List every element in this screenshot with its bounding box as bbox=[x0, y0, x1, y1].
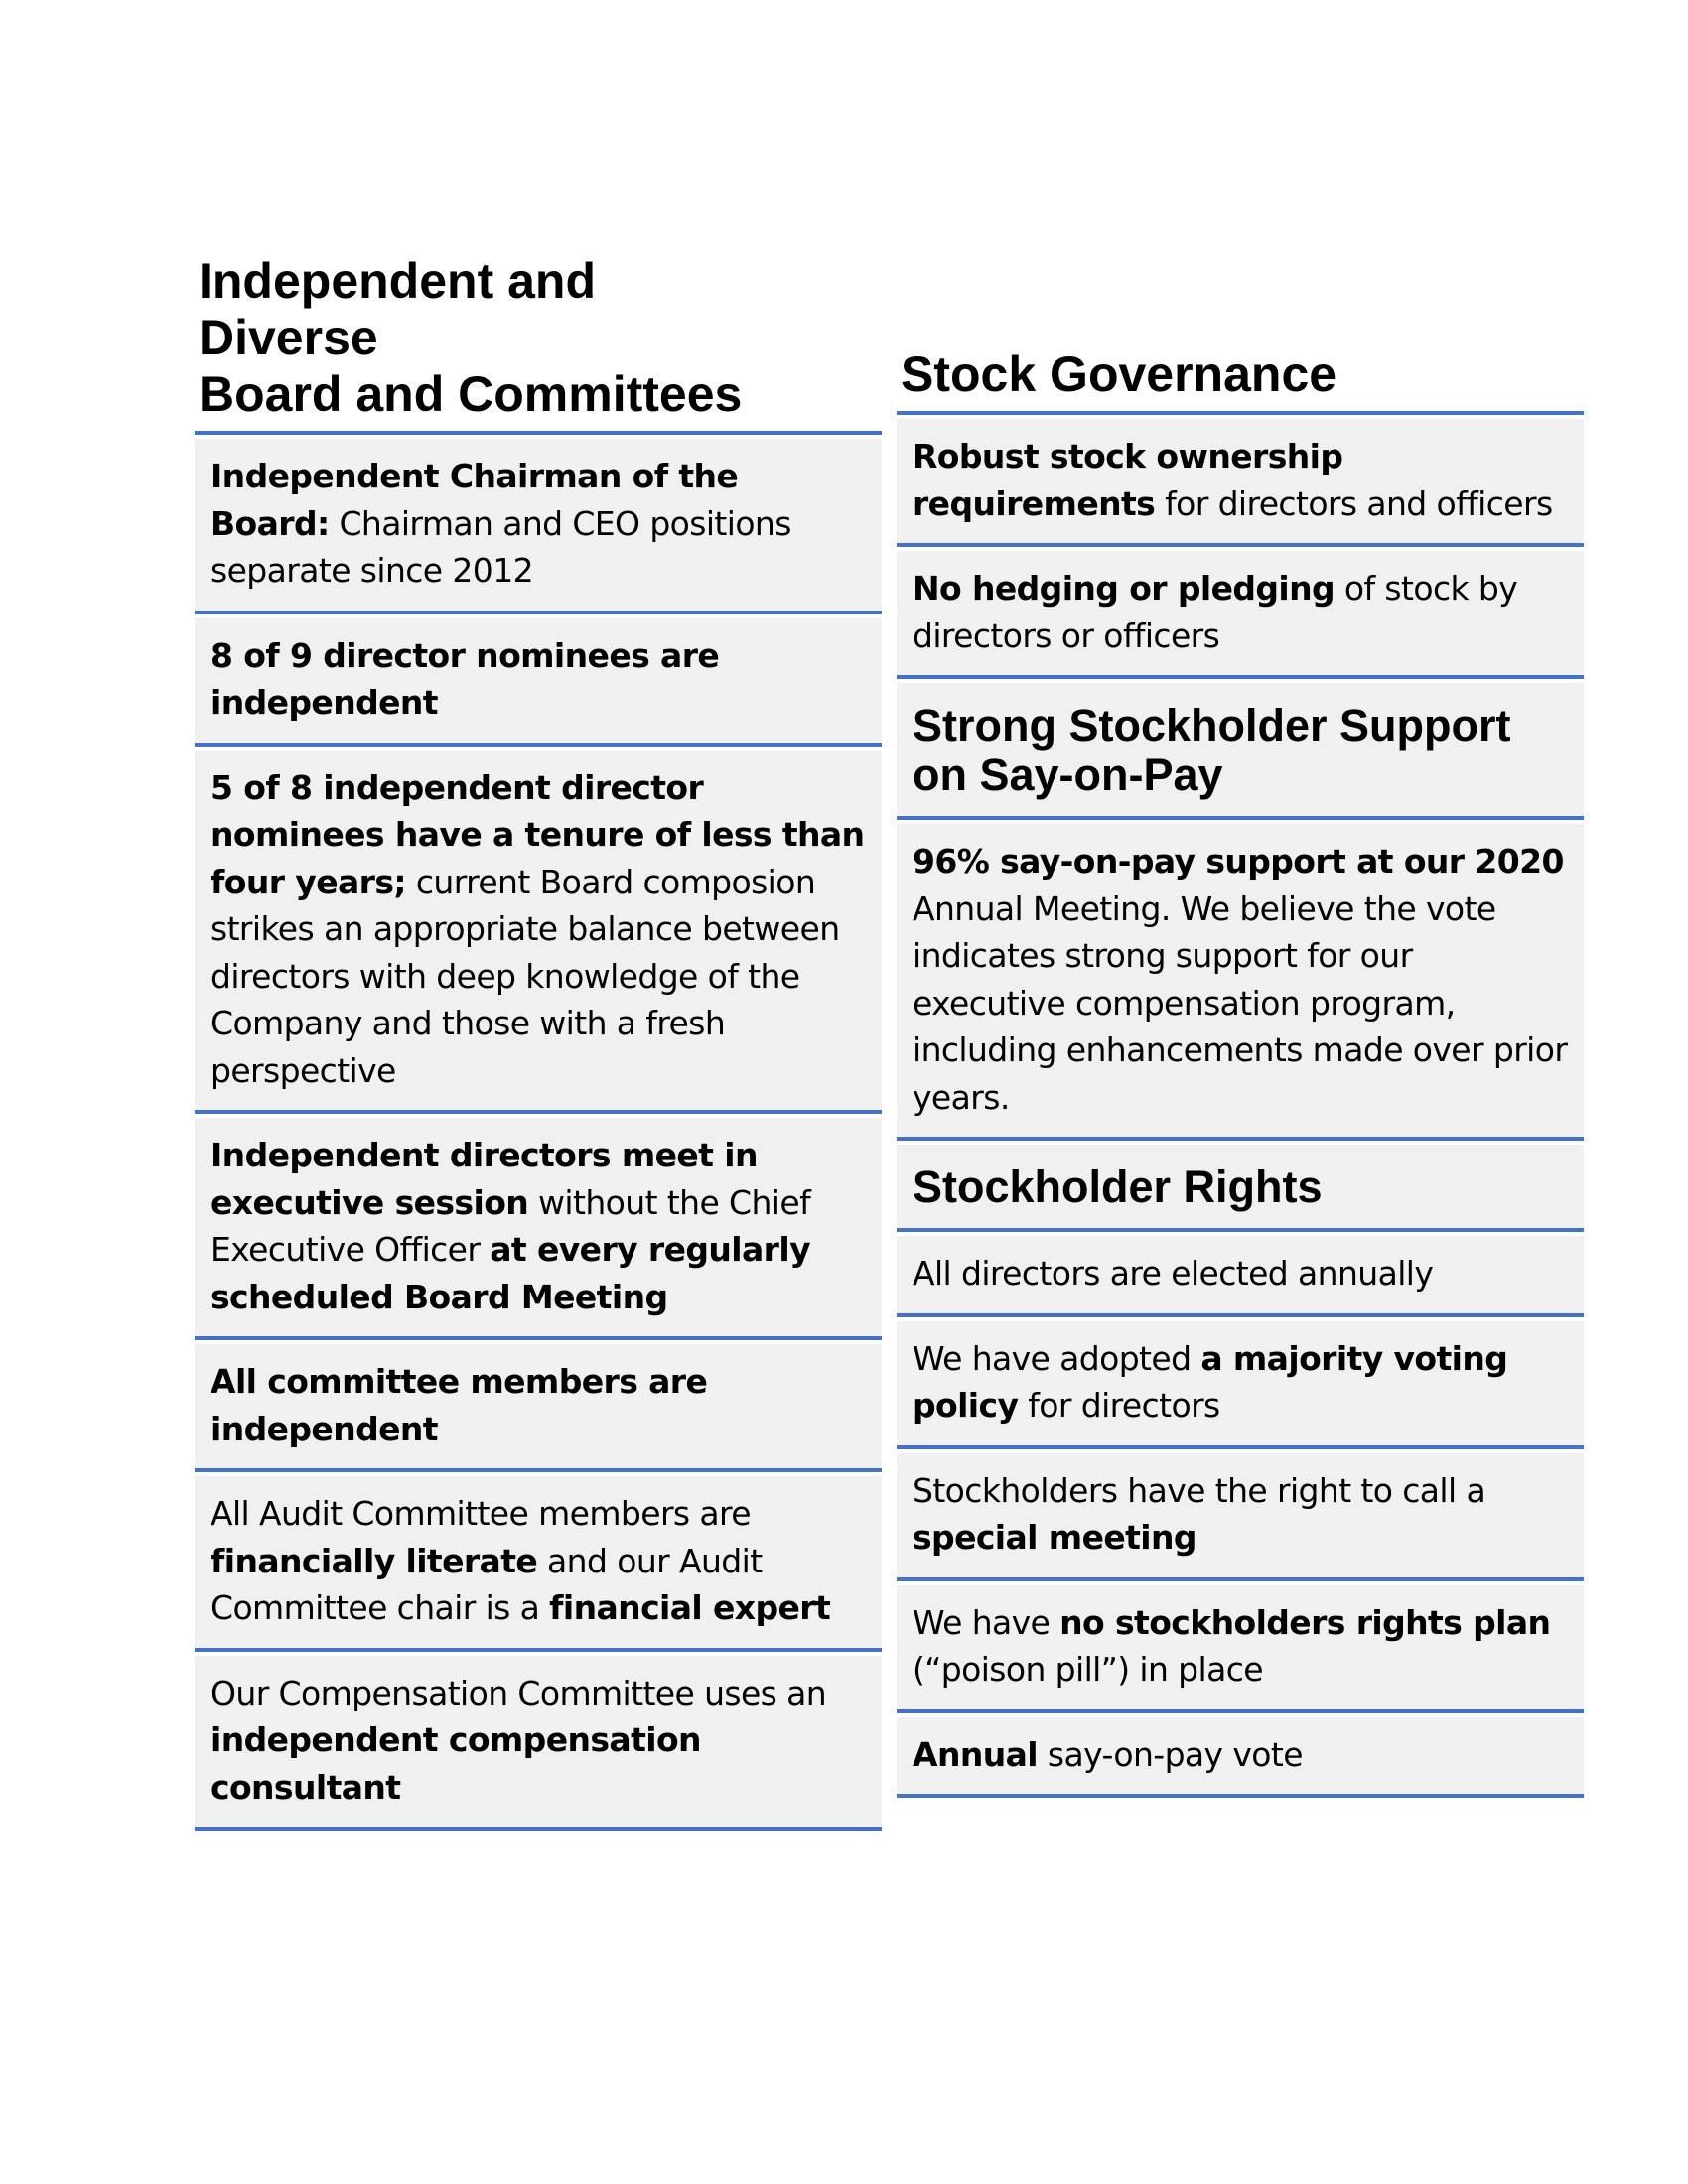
row-bold: 96% say-on-pay support at our 2020 bbox=[913, 842, 1564, 881]
table-row bbox=[195, 751, 882, 1115]
table-row bbox=[195, 1344, 882, 1472]
row-bold: Annual bbox=[913, 1734, 1038, 1774]
table-row bbox=[195, 1656, 882, 1832]
row-text: All Audit Committee members are bbox=[211, 1494, 751, 1533]
row-text: Chairman and CEO positions separate since 2012 bbox=[211, 503, 791, 590]
say-on-pay-heading: Strong Stockholder Support on Say-on-Pay bbox=[897, 683, 1584, 820]
row-text: We have bbox=[913, 1602, 1060, 1642]
row-text: Annual Meeting. We believe the vote indicates strong support for our executive compensation program, including enhancements made over prior years. bbox=[913, 888, 1568, 1117]
row-bold: All committee members are independent bbox=[211, 1362, 708, 1448]
row-text: (“poison pill”) in place bbox=[913, 1650, 1263, 1689]
table-row bbox=[897, 1321, 1584, 1449]
row-bold: financially literate bbox=[211, 1541, 538, 1580]
row-text: of stock by directors or officers bbox=[913, 569, 1518, 655]
board-committees-heading bbox=[195, 253, 882, 435]
row-bold: Robust stock ownership requirements bbox=[913, 437, 1343, 523]
row-text: say-on-pay vote bbox=[1038, 1734, 1303, 1774]
row-text: We have adopted bbox=[913, 1338, 1201, 1378]
board-committees-column bbox=[195, 253, 882, 1831]
row-text: All directors are elected annually bbox=[913, 1254, 1434, 1293]
stockholder-rights-heading: Stockholder Rights bbox=[897, 1145, 1584, 1232]
table-row bbox=[897, 1585, 1584, 1713]
row-text: Our Compensation Committee uses an bbox=[211, 1673, 827, 1712]
table-row bbox=[195, 618, 882, 747]
row-text: Stockholders have the right to call a bbox=[913, 1470, 1486, 1510]
row-bold: 5 of 8 independent director nominees have a tenure of less than four years; bbox=[211, 767, 865, 901]
stock-governance-heading bbox=[897, 346, 1584, 415]
row-bold: independent compensation consultant bbox=[211, 1720, 701, 1807]
heading-line: Stock Governance bbox=[901, 346, 1337, 402]
row-bold: No hedging or pledging bbox=[913, 569, 1336, 608]
table-row bbox=[897, 1717, 1584, 1799]
table-row bbox=[195, 1476, 882, 1652]
row-text: current Board composion strikes an appropriate balance between directors with deep knowledge of the Company and those with a fresh perspective bbox=[211, 862, 840, 1090]
heading-line: Independent and bbox=[199, 253, 596, 309]
heading-line: Board and Committees bbox=[199, 366, 743, 422]
row-text: for directors and officers bbox=[1155, 483, 1553, 523]
row-bold: no stockholders rights plan bbox=[1059, 1602, 1551, 1642]
row-bold: Independent directors meet in executive session bbox=[211, 1136, 758, 1222]
row-bold: 8 of 9 director nominees are independent bbox=[211, 635, 720, 722]
row-bold: at every regularly scheduled Board Meeting bbox=[211, 1230, 810, 1316]
table-row bbox=[195, 1118, 882, 1340]
table-row bbox=[897, 551, 1584, 679]
heading-line: Diverse bbox=[199, 310, 378, 365]
table-row bbox=[897, 419, 1584, 547]
row-bold: Independent Chairman of the Board: bbox=[211, 457, 739, 543]
row-bold: a majority voting policy bbox=[913, 1338, 1508, 1425]
row-text: without the Chief Executive Officer bbox=[211, 1182, 811, 1269]
table-row bbox=[195, 439, 882, 614]
stock-governance-column bbox=[897, 346, 1584, 1798]
row-bold: financial expert bbox=[549, 1588, 831, 1627]
row-text: and our Audit Committee chair is a bbox=[211, 1541, 763, 1627]
row-text: for directors bbox=[1018, 1386, 1220, 1425]
table-row bbox=[897, 1453, 1584, 1581]
table-row bbox=[897, 824, 1584, 1141]
row-bold: special meeting bbox=[913, 1518, 1196, 1557]
table-row bbox=[897, 1236, 1584, 1317]
